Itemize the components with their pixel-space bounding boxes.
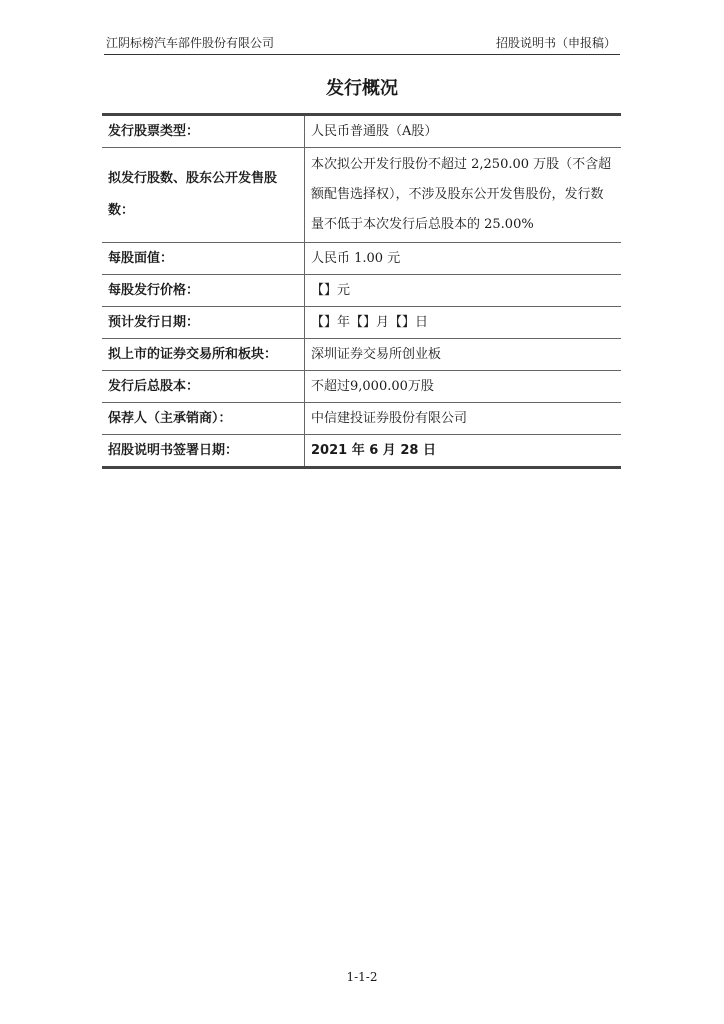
row-value: 【】年【】月【】日 bbox=[305, 307, 622, 339]
row-label: 拟上市的证券交易所和板块： bbox=[102, 339, 305, 371]
row-value: 【】元 bbox=[305, 275, 622, 307]
table-row bbox=[102, 339, 621, 371]
page-header bbox=[104, 34, 620, 55]
page-title: 发行概况 bbox=[326, 78, 398, 99]
row-value: 中信建投证券股份有限公司 bbox=[305, 403, 622, 435]
row-label: 预计发行日期： bbox=[102, 307, 305, 339]
row-label: 招股说明书签署日期： bbox=[102, 435, 305, 468]
table-row bbox=[102, 148, 621, 243]
table-row bbox=[102, 307, 621, 339]
document-type: 招股说明书（申报稿） bbox=[495, 36, 616, 50]
row-value: 人民币 1.00 元 bbox=[305, 243, 622, 275]
row-label: 发行后总股本： bbox=[102, 371, 305, 403]
table-row bbox=[102, 115, 621, 148]
row-label: 发行股票类型： bbox=[102, 115, 305, 148]
table-row bbox=[102, 371, 621, 403]
row-value: 人民币普通股（A股） bbox=[305, 115, 622, 148]
row-label: 拟发行股数、股东公开发售股数： bbox=[102, 148, 305, 243]
offering-overview-table bbox=[102, 113, 621, 469]
table-row bbox=[102, 275, 621, 307]
row-value: 2021 年 6 月 28 日 bbox=[311, 442, 436, 458]
row-label: 每股发行价格： bbox=[102, 275, 305, 307]
row-value: 本次拟公开发行股份不超过 2,250.00 万股（不含超额配售选择权），不涉及股东公开发售股份，发行数量不低于本次发行后总股本的 25.00% bbox=[305, 148, 622, 243]
row-value: 深圳证券交易所创业板 bbox=[305, 339, 622, 371]
company-name: 江阴标榜汽车部件股份有限公司 bbox=[106, 36, 275, 50]
row-label: 保荐人（主承销商）： bbox=[102, 403, 305, 435]
table-row bbox=[102, 403, 621, 435]
page-number: 1-1-2 bbox=[346, 970, 378, 984]
row-value: 不超过9,000.00万股 bbox=[305, 371, 622, 403]
row-label: 每股面值： bbox=[102, 243, 305, 275]
table-row bbox=[102, 435, 621, 468]
table-row bbox=[102, 243, 621, 275]
